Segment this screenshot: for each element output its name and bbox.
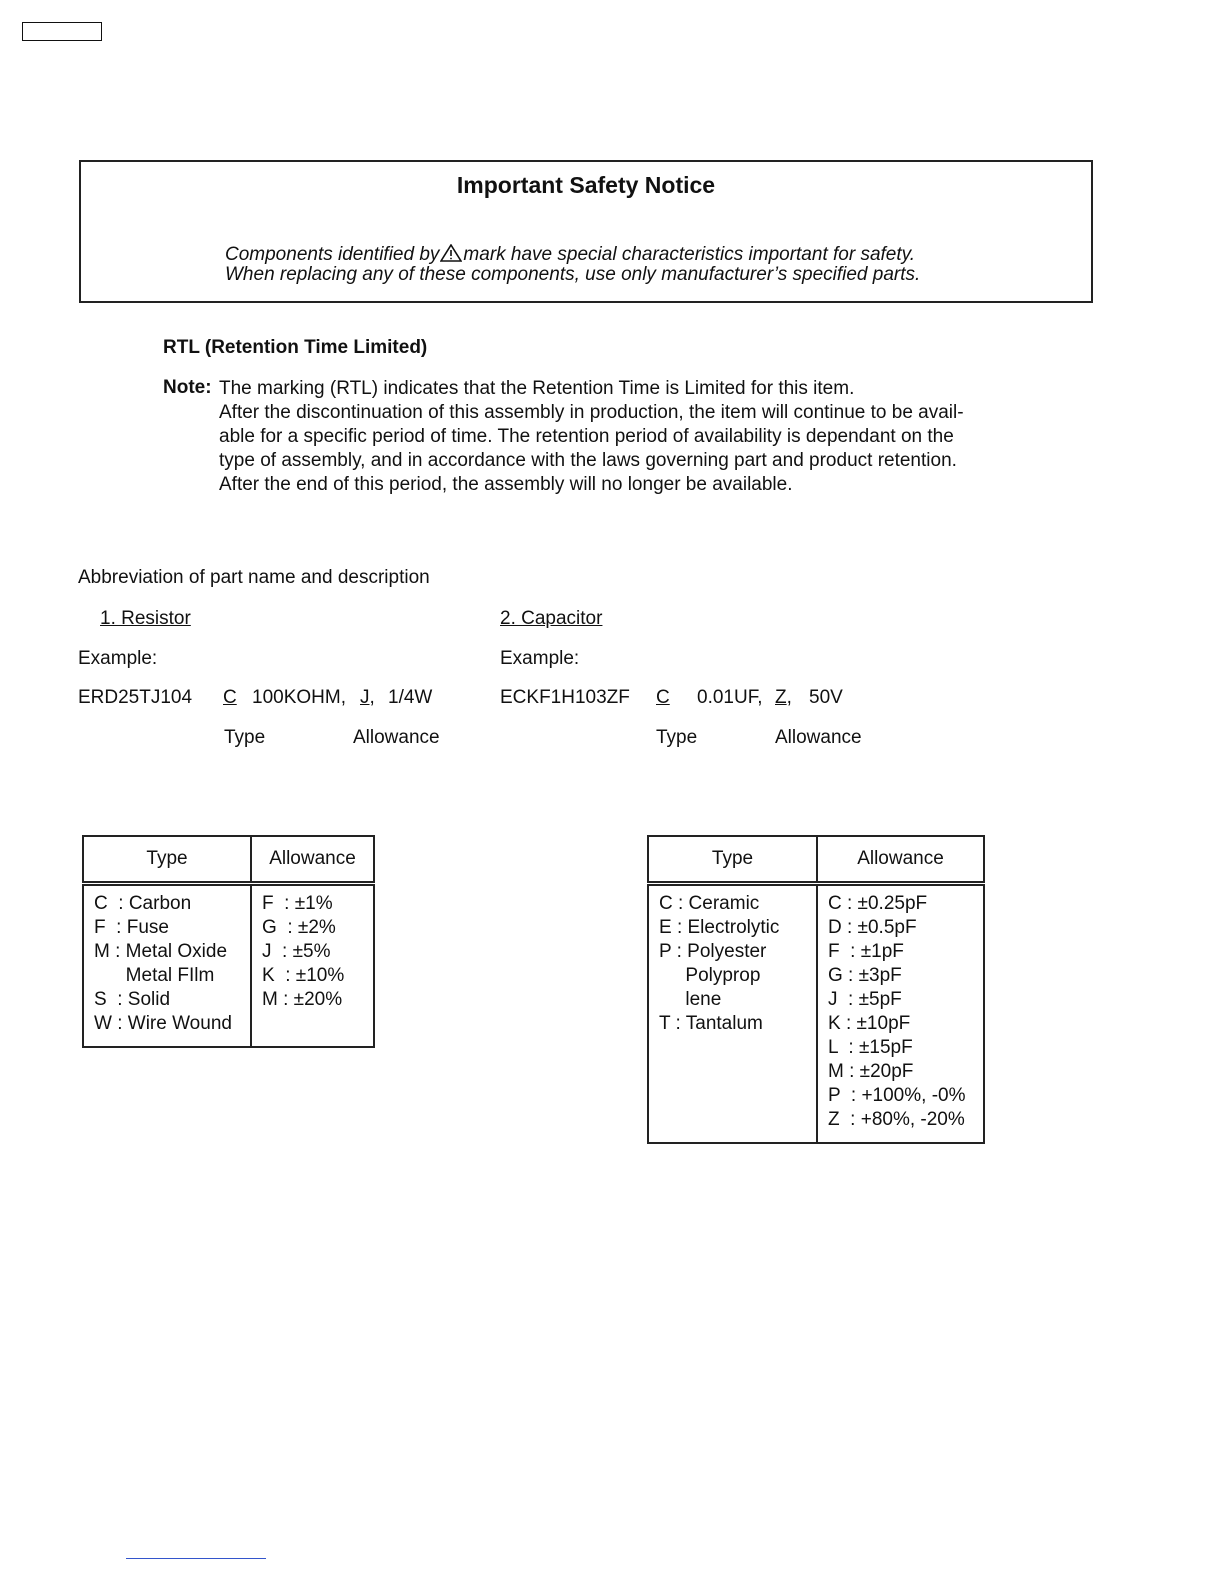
- table-row: Z : +80%, -20%: [828, 1109, 965, 1130]
- table-row: M : ±20pF: [828, 1061, 914, 1082]
- capacitor-value: 0.01UF,: [697, 687, 763, 708]
- resistor-allowance-label: Allowance: [353, 727, 440, 748]
- table-row: Metal FIlm: [94, 965, 215, 986]
- table-row: G : ±3pF: [828, 965, 902, 986]
- note-line: The marking (RTL) indicates that the Retention Time is Limited for this item.: [219, 378, 855, 399]
- table-row: S : Solid: [94, 989, 171, 1010]
- capacitor-table-header-type: Type: [648, 836, 817, 884]
- table-row: T : Tantalum: [659, 1013, 763, 1034]
- resistor-example-label: Example:: [78, 648, 158, 669]
- table-row: F : ±1%: [262, 893, 333, 914]
- safety-notice-line-2: When replacing any of these components, use only manufacturer’s specified parts.: [225, 264, 921, 285]
- table-row: C : Carbon: [94, 893, 192, 914]
- table-row: F : ±1pF: [828, 941, 904, 962]
- resistor-allowance-code: J: [360, 687, 370, 708]
- table-row: E : Electrolytic: [659, 917, 780, 938]
- table-row: L : ±15pF: [828, 1037, 913, 1058]
- table-row: M : ±20%: [262, 989, 343, 1010]
- table-row: Polyprop: [659, 965, 761, 986]
- safety-notice-line-1-end: mark have special characteristics important for safety.: [463, 244, 916, 265]
- capacitor-example-label: Example:: [500, 648, 580, 669]
- table-row: D : ±0.5pF: [828, 917, 917, 938]
- resistor-section-title: 1. Resistor: [100, 608, 191, 629]
- capacitor-rating: 50V: [809, 687, 843, 708]
- note-line: type of assembly, and in accordance with the laws governing part and product retention.: [219, 450, 957, 471]
- table-row: P : Polyester: [659, 941, 767, 962]
- resistor-type-code: C: [223, 687, 237, 708]
- table-row: J : ±5pF: [828, 989, 902, 1010]
- capacitor-type-code: C: [656, 687, 670, 708]
- rtl-heading: RTL (Retention Time Limited): [163, 337, 428, 358]
- table-row: K : ±10pF: [828, 1013, 911, 1034]
- note-label: Note:: [163, 377, 212, 398]
- resistor-type-label: Type: [224, 727, 266, 748]
- resistor-allowance-comma: ,: [369, 687, 375, 708]
- resistor-rating: 1/4W: [388, 687, 433, 708]
- resistor-type-list: [83, 884, 251, 1048]
- capacitor-section-title: 2. Capacitor: [500, 608, 603, 629]
- safety-notice-text: [225, 244, 920, 285]
- table-row: K : ±10%: [262, 965, 345, 986]
- note-body: [219, 377, 1019, 497]
- safety-notice-box: [79, 160, 1093, 303]
- capacitor-allowance-code: Z: [775, 687, 787, 708]
- resistor-allowance-group: [360, 687, 375, 709]
- capacitor-part-number: ECKF1H103ZF: [500, 687, 630, 708]
- resistor-value: 100KOHM,: [252, 687, 346, 708]
- table-row: F : Fuse: [94, 917, 169, 938]
- resistor-code-table: [82, 835, 375, 1048]
- table-row: C : ±0.25pF: [828, 893, 928, 914]
- capacitor-type-list: [648, 884, 817, 1144]
- safety-notice-line-1: [225, 244, 920, 265]
- capacitor-allowance-comma: ,: [786, 687, 792, 708]
- table-row: W : Wire Wound: [94, 1013, 232, 1034]
- capacitor-table-header-allowance: Allowance: [817, 836, 984, 884]
- resistor-part-number: ERD25TJ104: [78, 687, 193, 708]
- footer-rule: [126, 1558, 266, 1559]
- resistor-table-header-type: Type: [83, 836, 251, 884]
- capacitor-code-table: [647, 835, 985, 1144]
- warning-triangle-icon: [440, 244, 462, 262]
- resistor-table-header-allowance: Allowance: [251, 836, 374, 884]
- table-row: P : +100%, -0%: [828, 1085, 966, 1106]
- note-line: After the end of this period, the assembly will no longer be available.: [219, 474, 793, 495]
- table-row: C : Ceramic: [659, 893, 760, 914]
- capacitor-allowance-label: Allowance: [775, 727, 862, 748]
- note-line: After the discontinuation of this assembly in production, the item will continue to be avail-: [219, 402, 964, 423]
- capacitor-type-label: Type: [656, 727, 698, 748]
- safety-notice-title: Important Safety Notice: [456, 172, 716, 198]
- table-row: G : ±2%: [262, 917, 336, 938]
- resistor-allowance-list: [251, 884, 374, 1048]
- table-row: J : ±5%: [262, 941, 331, 962]
- table-row: lene: [659, 989, 722, 1010]
- note-line: able for a specific period of time. The retention period of availability is dependant on the: [219, 426, 954, 447]
- table-row: M : Metal Oxide: [94, 941, 228, 962]
- abbreviation-heading: Abbreviation of part name and description: [78, 567, 430, 588]
- page-corner-box: [22, 22, 102, 41]
- capacitor-allowance-list: [817, 884, 984, 1144]
- capacitor-allowance-group: [775, 687, 792, 709]
- safety-notice-line-1-start: Components identified by: [225, 244, 440, 265]
